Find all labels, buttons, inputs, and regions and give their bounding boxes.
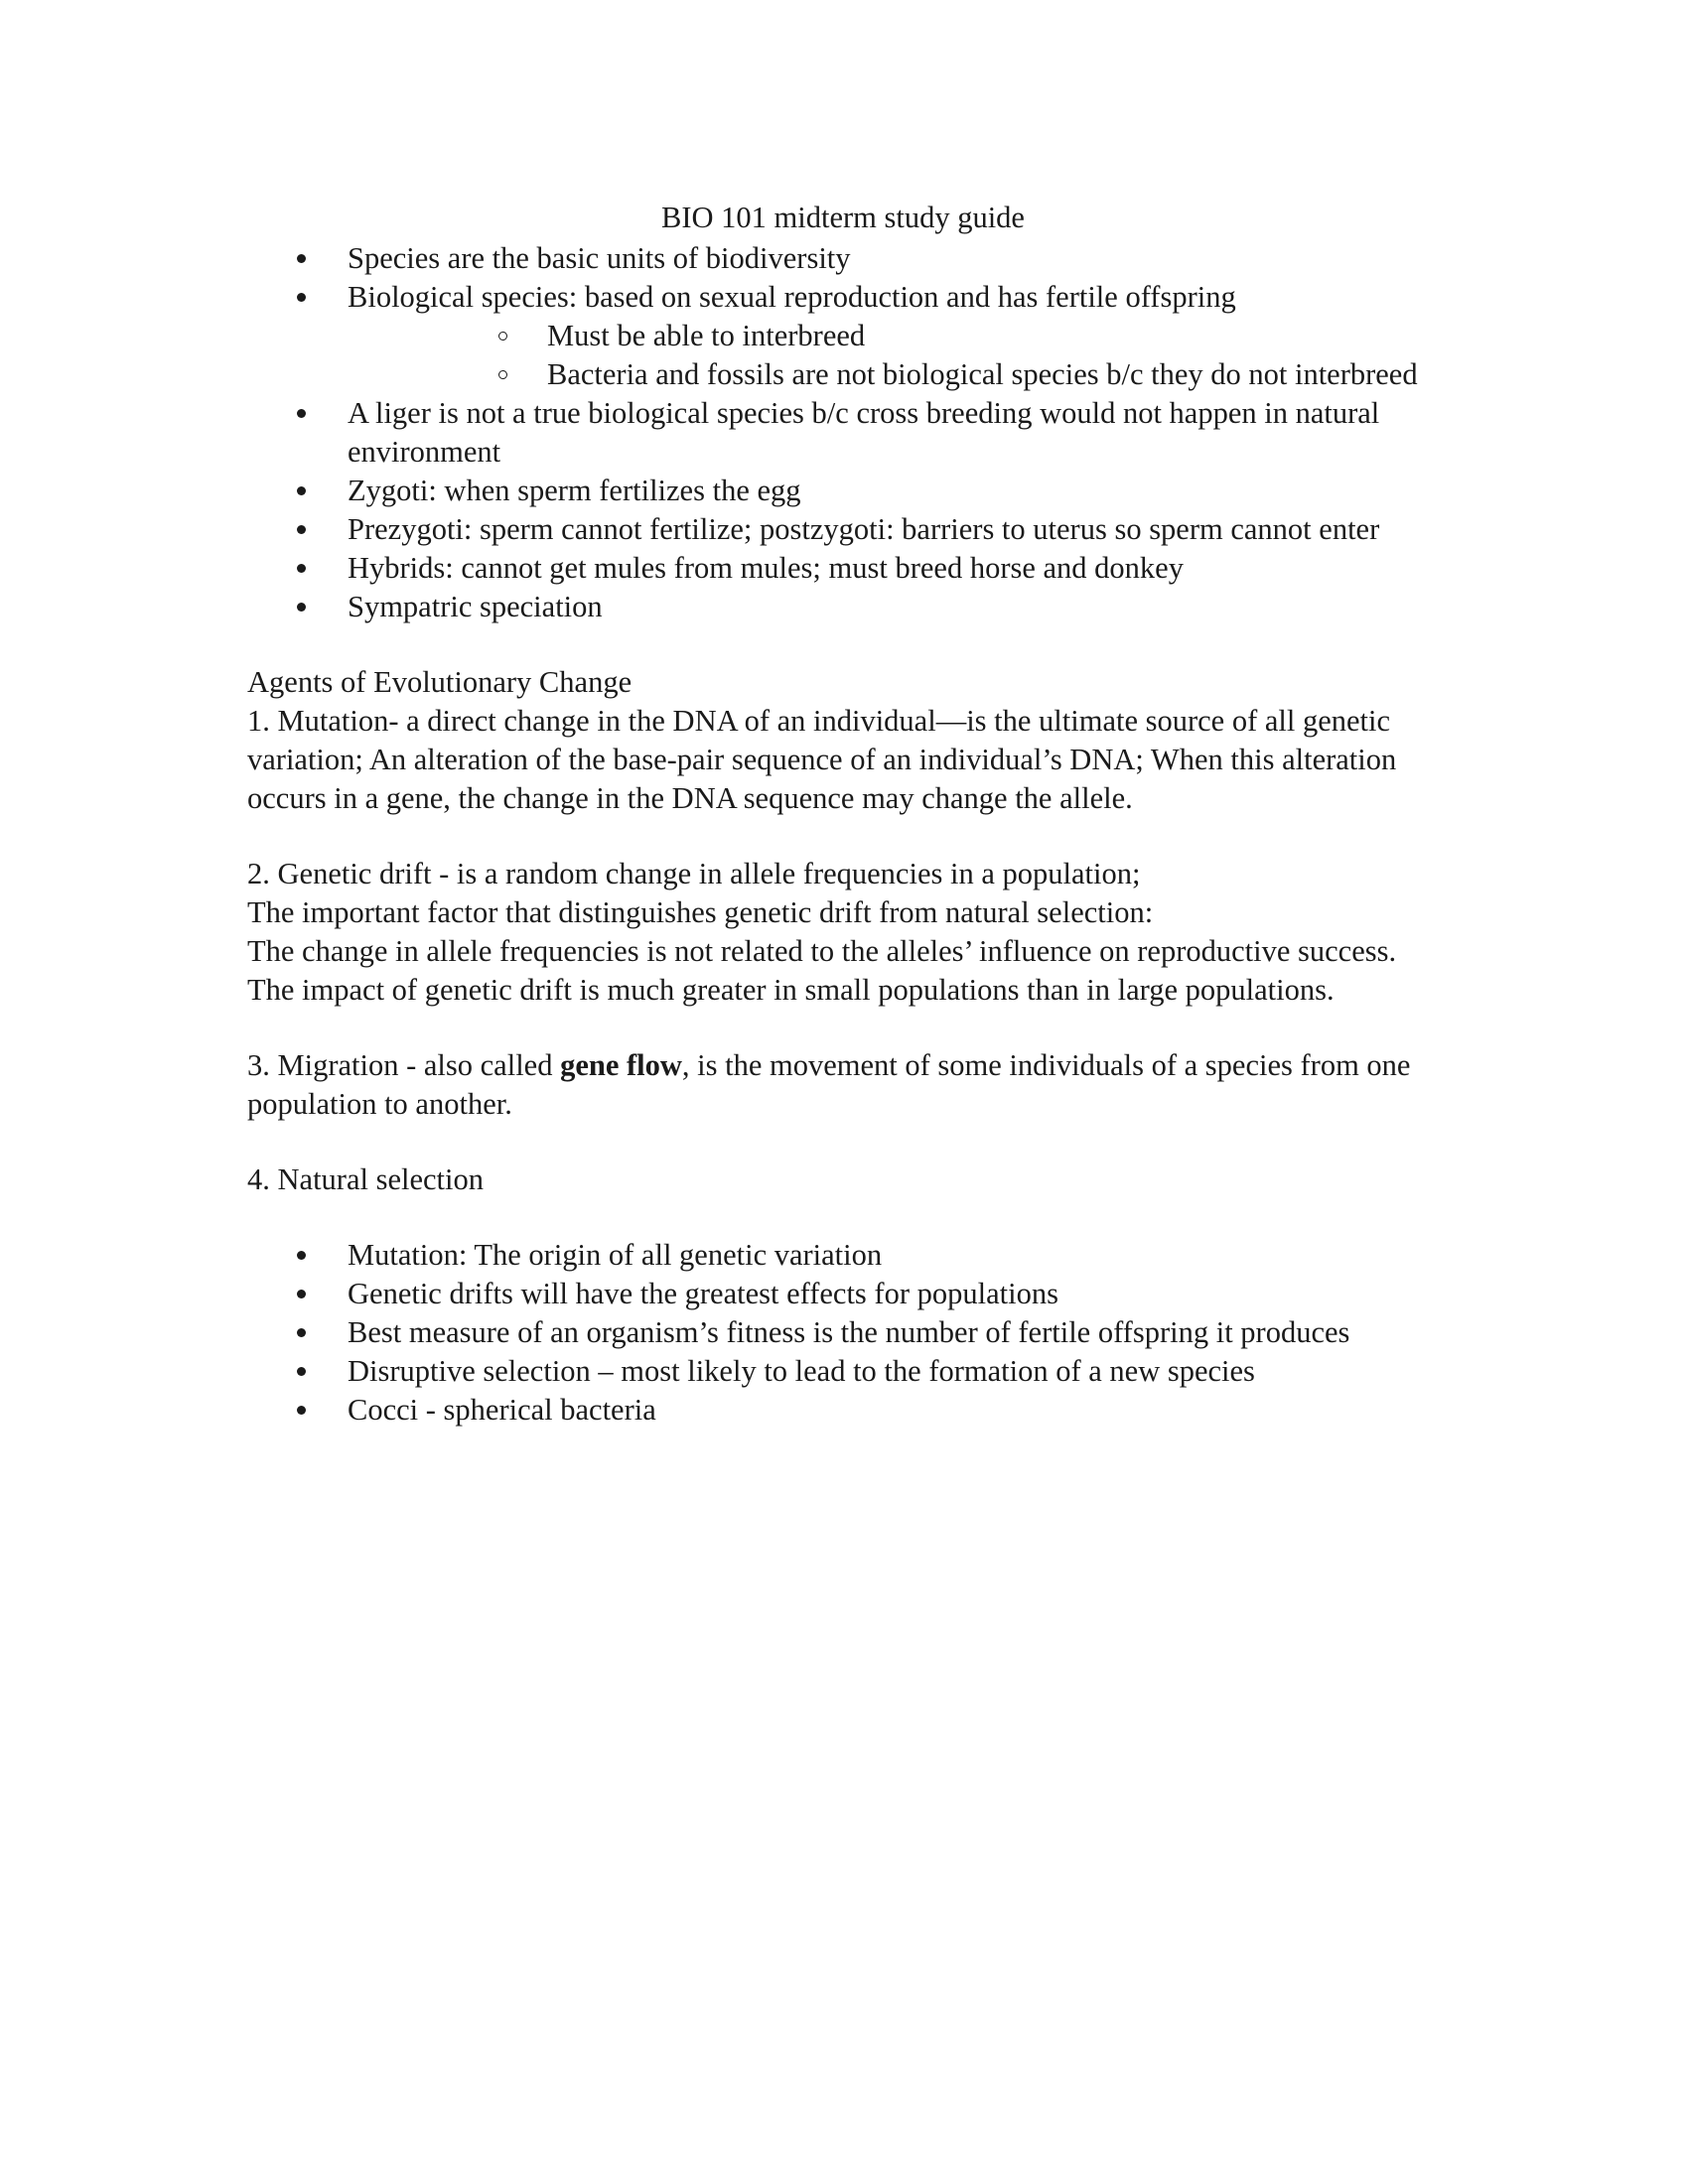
list-item: Hybrids: cannot get mules from mules; must breed horse and donkey [247, 549, 1459, 588]
hollow-bullet-icon [498, 370, 507, 379]
gene-flow-term: gene flow [560, 1048, 682, 1082]
bottom-bullet-list [247, 1236, 1459, 1430]
list-item: Disruptive selection – most likely to lead to the formation of a new species [247, 1352, 1459, 1391]
drift-line: The important factor that distinguishes genetic drift from natural selection: [247, 895, 1154, 929]
drift-line: 2. Genetic drift - is a random change in allele frequencies in a population; [247, 857, 1141, 890]
bullet-icon [297, 525, 306, 534]
list-item: A liger is not a true biological species b/c cross breeding would not happen in natural environment [247, 394, 1459, 472]
bullet-icon [297, 564, 306, 573]
page-title: BIO 101 midterm study guide [661, 201, 1025, 234]
list-item: Prezygoti: sperm cannot fertilize; postzygoti: barriers to uterus so sperm cannot enter [247, 510, 1459, 549]
natural-selection-heading: 4. Natural selection [247, 1162, 484, 1196]
migration-paragraph: 3. Migration - also called gene flow, is the movement of some individuals of a species from one population to another. [247, 1048, 1411, 1121]
list-item: Genetic drifts will have the greatest effects for populations [247, 1275, 1459, 1313]
drift-line: The change in allele frequencies is not related to the alleles’ influence on reproductive success. [247, 934, 1397, 968]
sub-bullet-list [348, 317, 1459, 394]
bullet-icon [297, 254, 306, 263]
mutation-paragraph: 1. Mutation- a direct change in the DNA of an individual—is the ultimate source of all genetic variation; An alteration of the base-pair sequence of an individual’s DNA; When this alteration occurs in a gene, the change in the DNA sequence may change the allele. [247, 704, 1397, 815]
document-page [247, 199, 1459, 1430]
list-item: Sympatric speciation [247, 588, 1459, 626]
list-item: Cocci - spherical bacteria [247, 1391, 1459, 1430]
bullet-icon [297, 1328, 306, 1337]
bullet-icon [297, 486, 306, 495]
list-item: Mutation: The origin of all genetic variation [247, 1236, 1459, 1275]
list-item: Best measure of an organism’s fitness is the number of fertile offspring it produces [247, 1313, 1459, 1352]
bullet-icon [297, 1290, 306, 1298]
drift-line: The impact of genetic drift is much greater in small populations than in large populations. [247, 973, 1335, 1007]
top-bullet-list [247, 239, 1459, 626]
bullet-icon [297, 409, 306, 418]
bullet-icon [297, 1367, 306, 1376]
bullet-icon [297, 1251, 306, 1260]
sub-list-item: Must be able to interbreed [348, 317, 1459, 355]
section-heading: Agents of Evolutionary Change [247, 665, 633, 699]
bullet-icon [297, 603, 306, 612]
hollow-bullet-icon [498, 332, 507, 341]
bullet-icon [297, 1406, 306, 1415]
sub-list-item: Bacteria and fossils are not biological species b/c they do not interbreed [348, 355, 1459, 394]
list-item: Species are the basic units of biodiversity [247, 239, 1459, 278]
bullet-icon [297, 293, 306, 302]
list-item: Zygoti: when sperm fertilizes the egg [247, 472, 1459, 510]
list-item: Biological species: based on sexual reproduction and has fertile offspring Must be able to interbreed Bacteria and fossils are not biological species b/c they do not interbreed [247, 278, 1459, 394]
